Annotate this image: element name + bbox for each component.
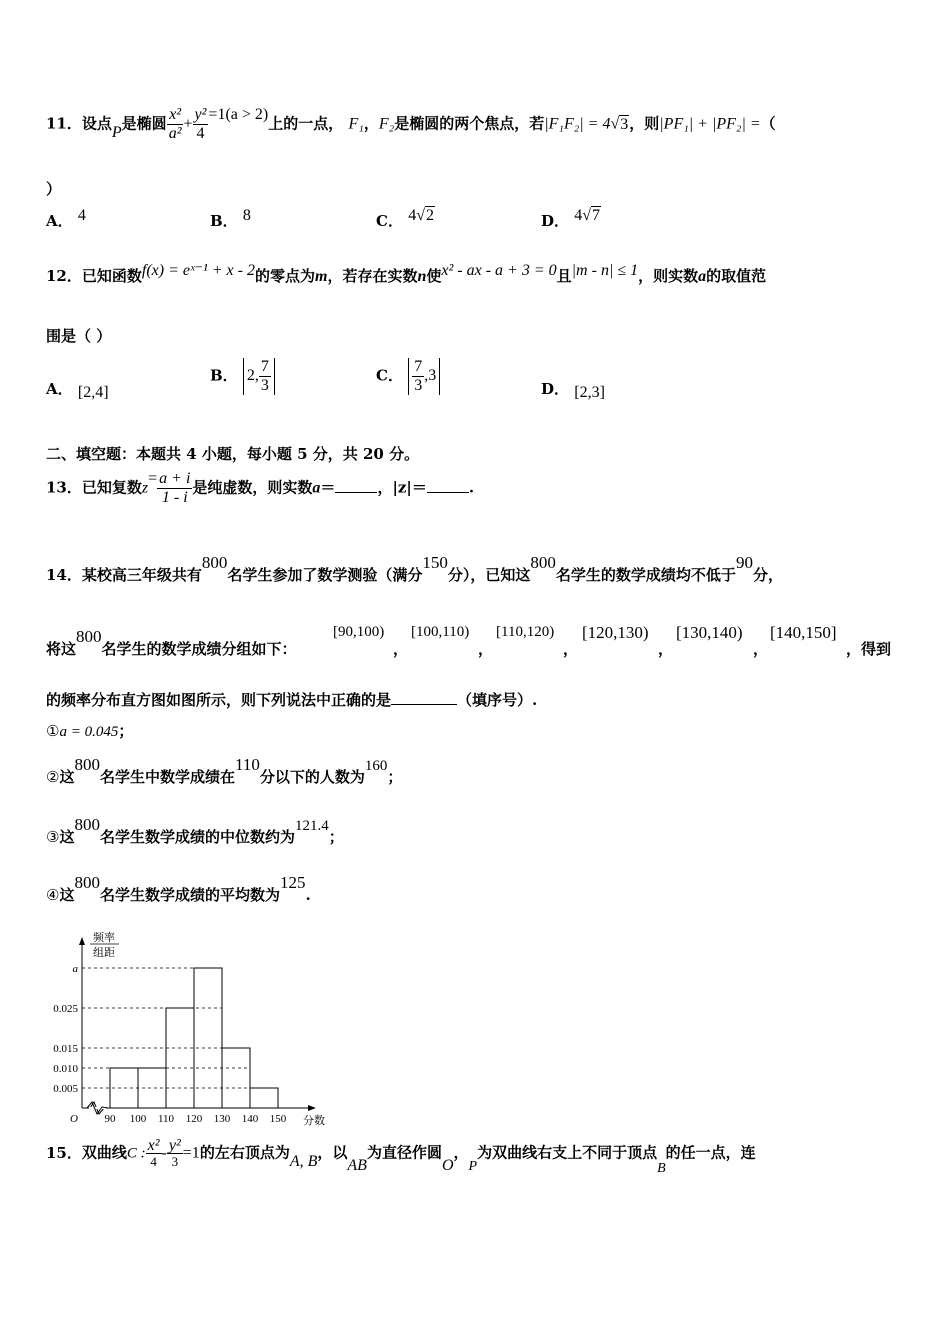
q11-frac2-den: 4 <box>196 125 205 142</box>
q12-text-exists: ，若存在实数 <box>327 267 418 285</box>
q12-option-a[interactable] <box>46 378 109 399</box>
histogram-bar <box>194 968 222 1108</box>
histogram-x-tick-label: 100 <box>129 1113 147 1125</box>
q14-s2-110: 110 <box>234 755 260 774</box>
q14-s1-mark: ① <box>46 722 60 740</box>
histogram-bar <box>222 1048 250 1108</box>
q14-text-points: 分， <box>752 566 783 584</box>
histogram-origin-label: O <box>70 1113 78 1125</box>
q14-group-2: [100,110) <box>411 624 470 640</box>
frequency-histogram <box>40 925 340 1135</box>
q14-s2-text3: 分以下的人数为 <box>259 768 365 786</box>
q14-num-800: 800 <box>201 553 228 572</box>
option-value: 4 <box>77 207 86 224</box>
q14-s3-text: 这 <box>59 828 75 846</box>
histogram-x-axis-label: 分数 <box>303 1115 325 1127</box>
q12-equation: x² - ax - a + 3 = 0 <box>441 262 557 279</box>
q15-text: 双曲线 <box>81 1143 127 1162</box>
q14-text-test: 名学生参加了数学测验（满分 <box>227 566 423 584</box>
q13-var-z: z <box>141 479 149 497</box>
q12-number: 12． <box>46 267 82 285</box>
q14-l2-groups-text: 名学生的数学成绩分组如下： <box>101 640 297 658</box>
histogram-y-label-top: 频率 <box>93 932 115 944</box>
q14-s4-text2: 名学生数学成绩的平均数为 <box>99 886 280 904</box>
histogram-y-tick-label: 0.005 <box>53 1083 78 1095</box>
q12-var-n: n <box>417 268 427 285</box>
histogram-x-tick-label: 130 <box>213 1113 231 1125</box>
histogram-axes <box>79 937 316 1114</box>
q14-s3-val: 121.4 <box>294 818 329 834</box>
q14-s2-text2: 名学生中数学成绩在 <box>99 768 235 786</box>
q15-frac2-num: y² <box>168 1137 181 1154</box>
histogram-labels <box>53 930 325 1127</box>
q15-text7: 的任一点，连 <box>665 1143 756 1162</box>
option-label: D． <box>541 212 570 230</box>
q15-eq: =1 <box>182 1144 200 1162</box>
option-pre: 2, <box>246 366 259 384</box>
q11-frac-num: x² <box>167 106 184 125</box>
option-num: 7 <box>414 358 423 375</box>
q14-sep: ， <box>393 640 409 658</box>
q14-l3-text: 的频率分布直方图如图所示，则下列说法中正确的是 <box>46 691 392 709</box>
q15-ab2: AB <box>347 1156 367 1174</box>
q12-text-real: ，则实数 <box>638 267 699 285</box>
option-sqrt: 2 <box>425 207 434 224</box>
q14-group-3: [110,120) <box>496 624 555 640</box>
q15-o: O <box>441 1156 454 1174</box>
q14-sep: ， <box>478 640 494 658</box>
q12-condition: |m - n| ≤ 1 <box>571 262 639 279</box>
q14-s2-end: ； <box>387 768 403 786</box>
q11-bracket-open: （ <box>760 114 776 133</box>
q15-p: P <box>468 1158 478 1174</box>
q14-num-150: 150 <box>422 553 448 572</box>
q15-number: 15． <box>46 1143 82 1162</box>
q14-text-known: 分），已知这 <box>447 566 531 584</box>
q11-number: 11． <box>46 114 82 133</box>
q14-text: 某校高三年级共有 <box>81 566 202 584</box>
q12-text-zero: 的零点为 <box>254 267 315 285</box>
q13-abs-z: |z| <box>392 478 412 497</box>
q14-s3-end: ； <box>328 828 344 846</box>
option-post: ,3 <box>424 366 437 384</box>
q11-f1: F₁ <box>348 115 364 133</box>
option-bracket <box>243 358 275 395</box>
q14-s2-mark: ② <box>46 768 60 786</box>
q13-comma: ， <box>377 478 393 497</box>
q14-statement-1 <box>46 720 133 741</box>
q14-line3 <box>46 689 537 710</box>
option-bracket <box>408 358 440 395</box>
q14-num-90: 90 <box>735 553 753 572</box>
q12-function: f(x) = eˣ⁻¹ + x - 2 <box>141 262 255 279</box>
q14-s1-expr: a = 0.045 <box>59 724 119 740</box>
q13-number: 13． <box>46 478 82 497</box>
q11-option-a[interactable] <box>46 207 86 231</box>
q14-s2-160: 160 <box>364 758 388 774</box>
q12-text-and: 且 <box>556 267 572 285</box>
q14-s4-text: 这 <box>59 886 75 904</box>
option-label: A． <box>46 380 73 398</box>
q14-s3-mark: ③ <box>46 828 60 846</box>
q13-text: 已知复数 <box>81 478 142 497</box>
q14-s3-800: 800 <box>74 815 100 834</box>
q11-frac-den: a² <box>168 125 182 142</box>
q13-period: . <box>468 478 475 497</box>
q12-option-b[interactable] <box>210 358 275 395</box>
q11-option-d[interactable]: D． 4√7 <box>541 207 601 230</box>
option-label: C． <box>376 366 403 385</box>
q11-option-c[interactable]: C． 4√2 <box>376 207 434 230</box>
q14-number: 14． <box>46 566 82 584</box>
q14-l3-end: （填序号）. <box>457 691 538 709</box>
q11-cond-sqrt: 3 <box>620 115 629 133</box>
q14-s1-end: ； <box>118 722 134 740</box>
option-sqrt: 7 <box>592 207 601 224</box>
q14-num-800b: 800 <box>530 553 556 572</box>
q14-sep: ， <box>658 640 674 658</box>
q13-var-a: a <box>312 479 321 497</box>
q11-plus: + <box>183 115 193 133</box>
q14-l2-text: 将这 <box>46 640 77 658</box>
q15-minus: - <box>161 1144 167 1162</box>
question-11: 11．设点P是椭圆 $\frac{\text{x²}}{\text{a²}}$ + $\frac{\text{y²}}{4}$ =1(a > 2)上的一点， F₁，F₂是椭圆的两个焦点，若|F₁F₂| = 4√3，则|PF₁| + |PF₂| =（ <box>46 105 776 142</box>
option-label: B． <box>210 366 238 385</box>
histogram-x-tick-label: 140 <box>241 1113 259 1125</box>
option-label: A． <box>46 212 73 230</box>
histogram-bars <box>110 968 278 1108</box>
q14-l2-800: 800 <box>76 627 102 646</box>
q11-comma: ， <box>363 114 379 133</box>
option-label: C． <box>376 212 403 230</box>
q13-blank-a[interactable] <box>335 492 377 493</box>
option-label: B． <box>210 212 238 230</box>
q15-ab: A, B <box>289 1152 318 1170</box>
histogram-bar <box>166 1008 194 1108</box>
q14-statement-3 <box>46 814 344 847</box>
q11-text-foci: 是椭圆的两个焦点，若 <box>394 114 545 133</box>
option-label: D． <box>541 380 570 398</box>
q15-c: C : <box>126 1145 146 1162</box>
q15-frac2-den: 3 <box>171 1154 179 1169</box>
q15-text4: 为直径作圆 <box>366 1143 442 1162</box>
q12-text-range: 的取值范 <box>706 267 767 285</box>
q13-text-pure: 是纯虚数，则实数 <box>192 478 313 497</box>
y-axis-arrow <box>79 937 85 945</box>
q15-fraction-y <box>167 1138 183 1169</box>
q13-frac-num: a + i <box>159 470 191 487</box>
q14-group-4: [120,130) <box>582 623 649 642</box>
q13-eq: = <box>148 469 158 487</box>
q11-frac2-num: y² <box>194 106 207 123</box>
q13-blank-z[interactable] <box>427 492 469 493</box>
q14-group-1: [90,100) <box>333 624 385 640</box>
q15-b: B <box>657 1160 666 1176</box>
q11-option-b[interactable] <box>210 207 251 231</box>
histogram-y-tick-label: a <box>72 963 78 975</box>
q11-expression: |PF₁| + |PF₂| = <box>659 115 761 133</box>
q14-l2-end: ，得到 <box>846 640 892 658</box>
x-axis-arrow <box>308 1105 316 1111</box>
q13-equals2: ＝ <box>411 478 427 497</box>
histogram-guides <box>82 968 278 1088</box>
q14-s4-end: . <box>305 886 311 904</box>
q11-text: 设点 <box>81 114 112 133</box>
q14-group-6: [140,150] <box>770 623 837 642</box>
q11-text-ellipse: 是椭圆 <box>121 114 167 133</box>
histogram-x-tick-label: 90 <box>104 1113 116 1125</box>
question-13 <box>46 470 474 507</box>
question-15 <box>46 1137 756 1176</box>
histogram-bar <box>250 1088 278 1108</box>
q15-text6: 为双曲线右支上不同于顶点 <box>477 1143 658 1162</box>
q15-frac-den: 4 <box>150 1154 157 1169</box>
q11-fraction-y <box>193 106 209 143</box>
option-den: 3 <box>414 377 423 394</box>
q12-option-d[interactable] <box>541 378 605 399</box>
q15-text2: 的左右顶点为 <box>199 1143 290 1162</box>
option-num: 7 <box>260 358 269 375</box>
q12-text: 已知函数 <box>81 267 142 285</box>
q15-text3: ，以 <box>317 1143 348 1162</box>
q13-frac-den: 1 - i <box>161 489 188 506</box>
option-value: 8 <box>242 207 251 224</box>
q11-equation: =1(a > 2) <box>208 105 269 123</box>
option-value: 4 <box>574 207 583 224</box>
option-den: 3 <box>260 377 269 394</box>
q14-statement-2 <box>46 754 402 787</box>
question-12 <box>46 262 767 286</box>
histogram-y-tick-label: 0.010 <box>53 1063 78 1075</box>
q11-fraction-x <box>167 106 184 143</box>
q13-equals: ＝ <box>320 478 336 497</box>
q14-text-scores: 名学生的数学成绩均不低于 <box>555 566 736 584</box>
histogram-y-label-bottom: 组距 <box>93 947 115 959</box>
q14-s2-text: 这 <box>59 768 75 786</box>
q11-condition: |F₁F₂| = 4 <box>544 115 611 133</box>
q15-fraction-x <box>146 1138 162 1169</box>
q14-statement-4 <box>46 872 311 905</box>
q14-s3-text2: 名学生数学成绩的中位数约为 <box>99 828 295 846</box>
histogram-x-tick-label: 120 <box>185 1113 203 1125</box>
histogram-x-tick-label: 110 <box>157 1113 175 1125</box>
q14-sep: ， <box>563 640 579 658</box>
q14-s2-800: 800 <box>74 755 100 774</box>
q14-sep: ， <box>753 640 769 658</box>
q11-text-then: ，则 <box>629 114 660 133</box>
q15-text5: ， <box>453 1143 469 1162</box>
q11-text-point: 上的一点， <box>268 114 344 133</box>
q11-close-bracket: ） <box>46 180 62 198</box>
q11-point-p: P <box>111 123 122 141</box>
option-value: 4 <box>408 207 417 224</box>
q12-var-m: m <box>315 268 328 285</box>
q11-f2: F₂ <box>378 115 395 133</box>
q15-frac-num: x² <box>147 1137 160 1154</box>
q14-blank[interactable] <box>391 704 457 705</box>
q14-s4-val: 125 <box>279 873 306 892</box>
question-14 <box>46 548 783 585</box>
q14-group-5: [130,140) <box>676 623 743 642</box>
option-value: [2,4] <box>77 384 109 401</box>
section-fill-in-heading: 二、填空题：本题共 4 小题，每小题 5 分，共 20 分。 <box>46 445 420 463</box>
q12-var-a: a <box>698 268 707 285</box>
q14-s4-800: 800 <box>74 873 100 892</box>
q12-text-such: 使 <box>426 267 442 285</box>
q14-s4-mark: ④ <box>46 886 60 904</box>
q12-line2: 围是（ ） <box>46 327 112 345</box>
histogram-y-tick-label: 0.025 <box>53 1003 78 1015</box>
q13-fraction <box>157 470 192 507</box>
histogram-x-tick-label: 150 <box>269 1113 287 1125</box>
histogram-y-tick-label: 0.015 <box>53 1043 78 1055</box>
q12-option-c[interactable] <box>376 358 440 395</box>
option-value: [2,3] <box>574 384 605 401</box>
